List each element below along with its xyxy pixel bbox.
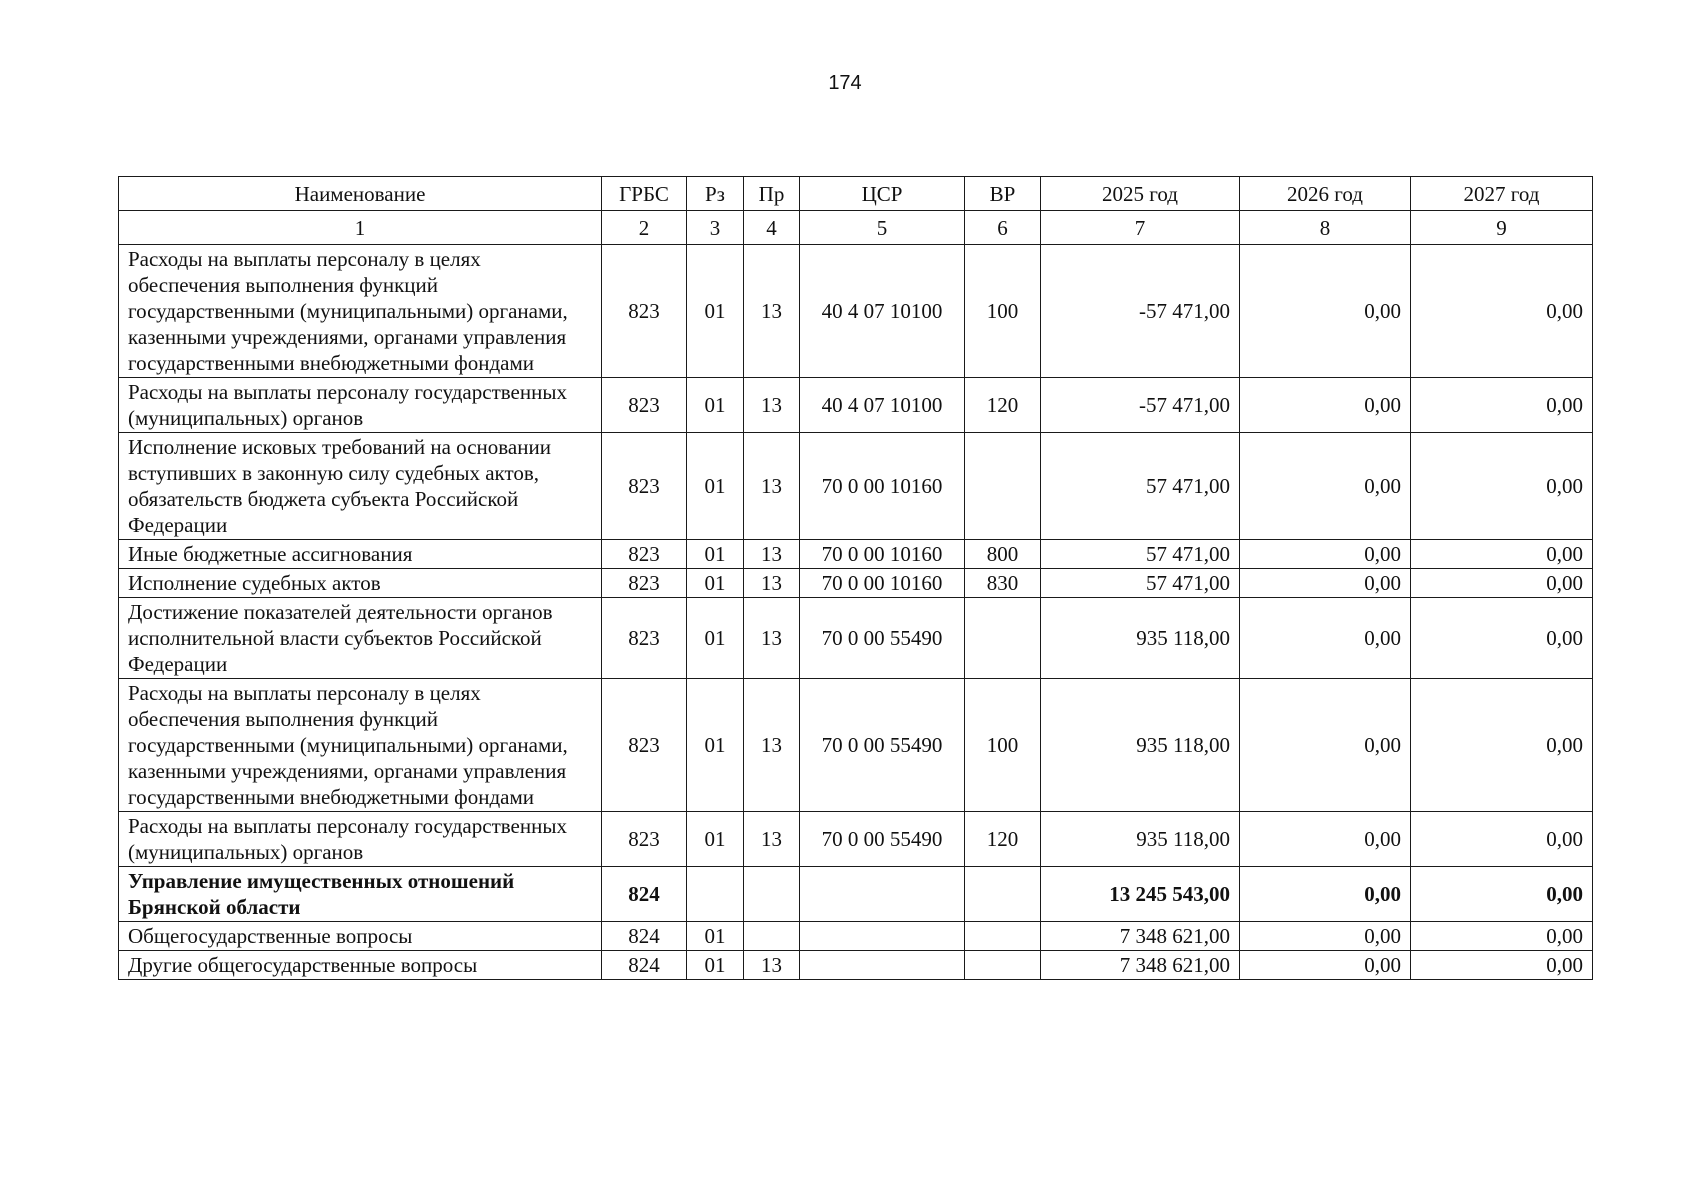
cell-name: Иные бюджетные ассигнования [119, 540, 602, 569]
cell-name: Расходы на выплаты персоналу государственных (муниципальных) органов [119, 812, 602, 867]
cell-2027: 0,00 [1411, 922, 1593, 951]
cell-csr: 40 4 07 10100 [800, 245, 965, 378]
cell-name: Исполнение исковых требований на основании вступивших в законную силу судебных актов, обязательств бюджета субъекта Российской Федерации [119, 433, 602, 540]
cell-2025: -57 471,00 [1041, 378, 1240, 433]
header-csr: ЦСР [800, 177, 965, 211]
cell-2025: 935 118,00 [1041, 679, 1240, 812]
cell-2026: 0,00 [1240, 867, 1411, 922]
cell-grbs: 823 [602, 812, 687, 867]
cell-2025: 13 245 543,00 [1041, 867, 1240, 922]
cell-vr: 800 [965, 540, 1041, 569]
cell-grbs: 823 [602, 540, 687, 569]
cell-vr: 120 [965, 378, 1041, 433]
header-2026: 2026 год [1240, 177, 1411, 211]
cell-vr: 830 [965, 569, 1041, 598]
cell-grbs: 823 [602, 433, 687, 540]
header-2027: 2027 год [1411, 177, 1593, 211]
header-row [119, 177, 1593, 211]
cell-2025: 935 118,00 [1041, 812, 1240, 867]
cell-pr: 13 [744, 569, 800, 598]
cell-rz: 01 [687, 540, 744, 569]
cell-2025: 57 471,00 [1041, 569, 1240, 598]
table-row [119, 245, 1593, 378]
cell-pr [744, 867, 800, 922]
page-number: 174 [828, 72, 862, 94]
table-row [119, 951, 1593, 980]
cell-pr [744, 922, 800, 951]
cell-2026: 0,00 [1240, 378, 1411, 433]
table-row [119, 598, 1593, 679]
table-row [119, 433, 1593, 540]
cell-grbs: 824 [602, 951, 687, 980]
cell-csr: 70 0 00 55490 [800, 679, 965, 812]
budget-table [118, 176, 1593, 980]
cell-2026: 0,00 [1240, 951, 1411, 980]
cell-2027: 0,00 [1411, 598, 1593, 679]
cell-grbs: 824 [602, 922, 687, 951]
cell-name: Расходы на выплаты персоналу государственных (муниципальных) органов [119, 378, 602, 433]
cell-pr: 13 [744, 679, 800, 812]
cell-vr: 100 [965, 245, 1041, 378]
column-number: 7 [1041, 211, 1240, 245]
cell-pr: 13 [744, 540, 800, 569]
cell-name: Расходы на выплаты персоналу в целях обеспечения выполнения функций государственными (муниципальными) органами, казенными учреждениями, органами управления государственными внебюджетными фондами [119, 245, 602, 378]
cell-2027: 0,00 [1411, 378, 1593, 433]
header-rz: Рз [687, 177, 744, 211]
cell-rz: 01 [687, 598, 744, 679]
column-number: 4 [744, 211, 800, 245]
cell-2027: 0,00 [1411, 951, 1593, 980]
cell-csr: 70 0 00 10160 [800, 540, 965, 569]
cell-vr [965, 951, 1041, 980]
cell-name: Общегосударственные вопросы [119, 922, 602, 951]
cell-name: Управление имущественных отношений Брянской области [119, 867, 602, 922]
header-grbs: ГРБС [602, 177, 687, 211]
cell-2025: 935 118,00 [1041, 598, 1240, 679]
column-number: 1 [119, 211, 602, 245]
table-row [119, 679, 1593, 812]
cell-csr: 70 0 00 10160 [800, 433, 965, 540]
column-number: 2 [602, 211, 687, 245]
table-row [119, 540, 1593, 569]
table-row [119, 378, 1593, 433]
cell-csr [800, 867, 965, 922]
cell-csr: 70 0 00 55490 [800, 812, 965, 867]
cell-rz: 01 [687, 922, 744, 951]
cell-rz: 01 [687, 245, 744, 378]
table-body [119, 245, 1593, 980]
header-vr: ВР [965, 177, 1041, 211]
column-number: 8 [1240, 211, 1411, 245]
cell-csr: 70 0 00 10160 [800, 569, 965, 598]
cell-grbs: 823 [602, 245, 687, 378]
cell-csr: 70 0 00 55490 [800, 598, 965, 679]
cell-pr: 13 [744, 245, 800, 378]
table-row [119, 812, 1593, 867]
cell-grbs: 823 [602, 378, 687, 433]
cell-name: Расходы на выплаты персоналу в целях обеспечения выполнения функций государственными (муниципальными) органами, казенными учреждениями, органами управления государственными внебюджетными фондами [119, 679, 602, 812]
cell-vr: 120 [965, 812, 1041, 867]
cell-pr: 13 [744, 433, 800, 540]
cell-2026: 0,00 [1240, 812, 1411, 867]
cell-pr: 13 [744, 951, 800, 980]
cell-vr [965, 867, 1041, 922]
cell-vr [965, 433, 1041, 540]
table-row [119, 922, 1593, 951]
cell-csr: 40 4 07 10100 [800, 378, 965, 433]
cell-rz: 01 [687, 679, 744, 812]
cell-2027: 0,00 [1411, 867, 1593, 922]
cell-2027: 0,00 [1411, 679, 1593, 812]
header-2025: 2025 год [1041, 177, 1240, 211]
table-row [119, 867, 1593, 922]
cell-2026: 0,00 [1240, 245, 1411, 378]
cell-2026: 0,00 [1240, 679, 1411, 812]
column-number: 9 [1411, 211, 1593, 245]
cell-rz: 01 [687, 951, 744, 980]
cell-grbs: 823 [602, 569, 687, 598]
header-name: Наименование [119, 177, 602, 211]
cell-name: Достижение показателей деятельности органов исполнительной власти субъектов Российской Федерации [119, 598, 602, 679]
cell-rz [687, 867, 744, 922]
cell-2025: 7 348 621,00 [1041, 922, 1240, 951]
cell-vr [965, 922, 1041, 951]
cell-2026: 0,00 [1240, 922, 1411, 951]
cell-grbs: 824 [602, 867, 687, 922]
cell-2026: 0,00 [1240, 598, 1411, 679]
cell-2027: 0,00 [1411, 433, 1593, 540]
cell-2027: 0,00 [1411, 245, 1593, 378]
column-number: 5 [800, 211, 965, 245]
cell-rz: 01 [687, 812, 744, 867]
header-pr: Пр [744, 177, 800, 211]
cell-grbs: 823 [602, 598, 687, 679]
cell-2025: 57 471,00 [1041, 540, 1240, 569]
cell-vr [965, 598, 1041, 679]
cell-2025: 7 348 621,00 [1041, 951, 1240, 980]
cell-rz: 01 [687, 569, 744, 598]
cell-pr: 13 [744, 598, 800, 679]
column-number: 6 [965, 211, 1041, 245]
cell-pr: 13 [744, 378, 800, 433]
cell-2026: 0,00 [1240, 540, 1411, 569]
cell-csr [800, 922, 965, 951]
cell-2025: 57 471,00 [1041, 433, 1240, 540]
cell-grbs: 823 [602, 679, 687, 812]
cell-2027: 0,00 [1411, 569, 1593, 598]
column-number-row [119, 211, 1593, 245]
column-number: 3 [687, 211, 744, 245]
cell-2027: 0,00 [1411, 540, 1593, 569]
cell-rz: 01 [687, 378, 744, 433]
cell-2026: 0,00 [1240, 433, 1411, 540]
cell-2026: 0,00 [1240, 569, 1411, 598]
cell-vr: 100 [965, 679, 1041, 812]
cell-name: Исполнение судебных актов [119, 569, 602, 598]
table-row [119, 569, 1593, 598]
cell-csr [800, 951, 965, 980]
cell-rz: 01 [687, 433, 744, 540]
cell-2027: 0,00 [1411, 812, 1593, 867]
cell-name: Другие общегосударственные вопросы [119, 951, 602, 980]
cell-2025: -57 471,00 [1041, 245, 1240, 378]
cell-pr: 13 [744, 812, 800, 867]
